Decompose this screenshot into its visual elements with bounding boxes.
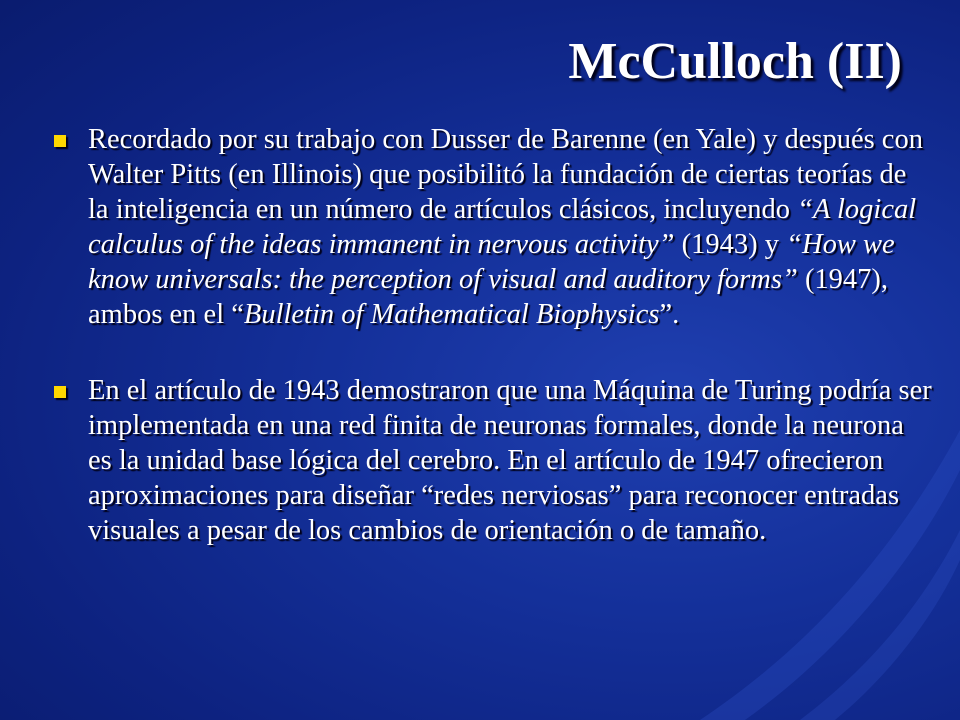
italic-title-segment: “How we know universals: the perception of visual and auditory forms” — [88, 229, 895, 295]
text-segment: En el artículo de 1943 demostraron que una Máquina de Turing podría ser implementada en una red finita de neuronas formales, donde la neurona es la unidad base lógica del cerebro. En el artículo de 1947 ofrecieron aproximaciones para diseñar “redes nerviosas” para reconocer entradas visuales a pesar de los cambios de orientación o de tamaño. — [88, 375, 932, 546]
text-segment: Recordado por su trabajo con Dusser de Barenne (en Yale) y después con Walter Pitts (en Illinois) que posibilitó la fundación de ciertas teorías de la inteligencia en un número de artículos clásicos, incluyendo — [88, 124, 923, 225]
square-bullet-icon — [54, 135, 66, 147]
italic-title-segment: “A logical calculus of the ideas immanent in nervous activity” — [88, 194, 917, 260]
text-segment: (1947), ambos en el “ — [88, 264, 889, 330]
text-segment: ”. — [659, 299, 680, 330]
bullet-text — [88, 375, 932, 546]
bullet-item — [52, 122, 932, 332]
text-segment: (1943) y — [674, 229, 787, 260]
bullet-text — [88, 124, 923, 330]
italic-title-segment: Bulletin of Mathematical Biophysics — [243, 299, 660, 330]
bullet-list — [52, 122, 932, 548]
square-bullet-icon — [54, 386, 66, 398]
bullet-item — [52, 373, 932, 548]
slide-title: McCulloch (II) — [568, 33, 902, 90]
